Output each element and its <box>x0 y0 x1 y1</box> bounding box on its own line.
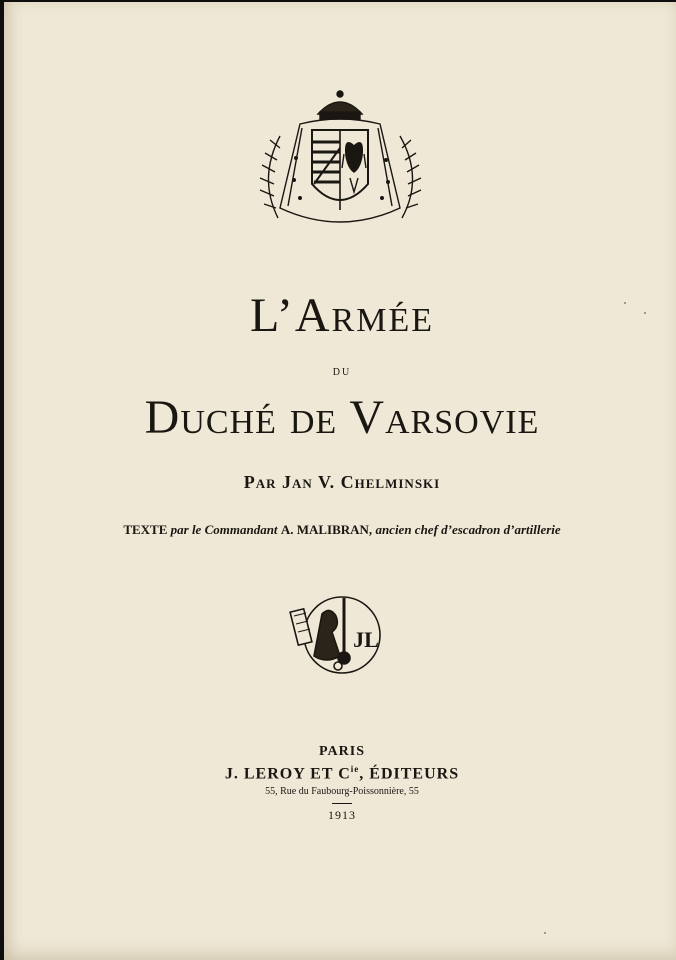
divider <box>332 803 352 804</box>
publisher-name-main: J. LEROY ET C <box>224 765 351 783</box>
publisher-address: 55, Rue du Faubourg-Poissonnière, 55 <box>265 786 419 797</box>
title-line-2: Duché de Varsovie <box>144 391 540 444</box>
publisher-name-tail: , ÉDITEURS <box>359 765 460 783</box>
text-credit-line <box>4 522 676 538</box>
text-credit-name: A. MALIBRAN, <box>280 522 373 537</box>
publisher-city: PARIS <box>319 744 365 759</box>
publication-year: 1913 <box>328 808 356 822</box>
coat-of-arms-icon <box>240 88 440 240</box>
title-connector: du <box>332 364 352 379</box>
publisher-name-superscript: ie <box>350 764 360 774</box>
paper-speck <box>624 302 626 304</box>
text-credit-tail: ancien chef d’escadron d’artillerie <box>372 522 561 537</box>
title-page <box>4 2 676 960</box>
title-line-1: L’Armée <box>249 289 434 342</box>
publisher-mark-icon <box>288 592 392 678</box>
text-credit-lead: TEXTE <box>123 522 168 537</box>
paper-speck <box>544 932 546 934</box>
publisher-mark-letters: JL <box>353 627 379 652</box>
paper-speck <box>644 312 646 314</box>
author-line: Par Jan V. Chelminski <box>243 472 441 492</box>
publisher-name <box>4 764 676 783</box>
text-credit-mid: par le Commandant <box>167 522 281 537</box>
